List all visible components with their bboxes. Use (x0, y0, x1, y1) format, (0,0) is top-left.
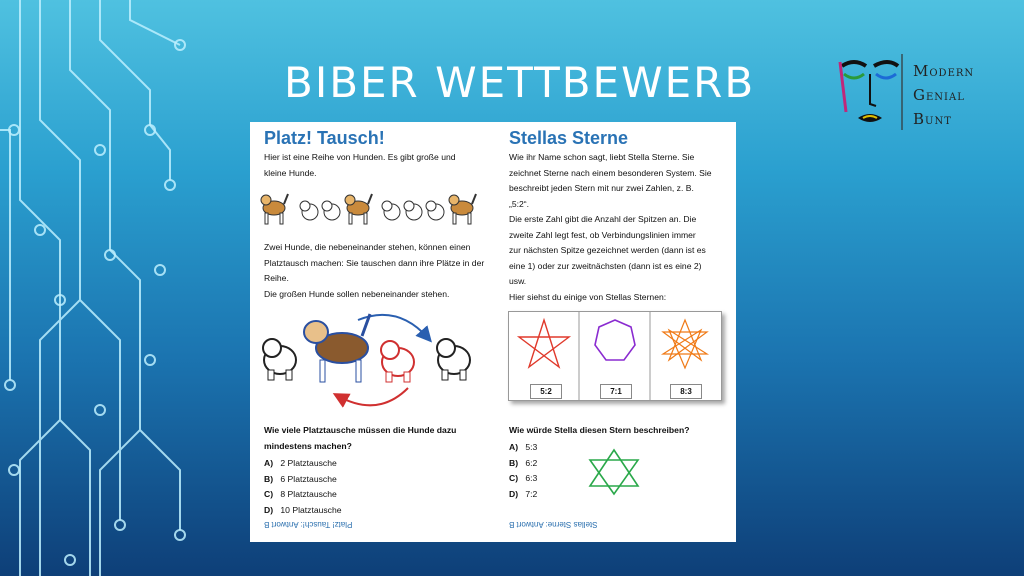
left-answers (264, 456, 342, 518)
right-body: Wie ihr Name schon sagt, liebt Stella Sterne. Sie zeichnet Sterne nach einem besonderen System. Sie beschreibt jeden Stern mit nur zwei Zahlen, z. B. „5:2“. Die erste Zahl gibt die Anzahl der Spitzen an. Die zweite Zahl legt fest, ob Verbindungslinien immer zur nächsten Spitze gezeichnet werden (dann ist es eine 1) oder zur zweitnächsten (dann ist es eine 2) usw. Hier siehst du einige von Stellas Sternen: (509, 152, 712, 302)
logo-line-bunt: BUNT (913, 110, 952, 128)
star-label-3: 8:3 (670, 384, 702, 399)
right-answer-b: B) 6:2 (509, 457, 538, 468)
face-logo-icon (836, 52, 906, 132)
logo-line-modern: MODERN (913, 62, 975, 80)
star-label-1: 5:2 (530, 384, 562, 399)
right-answers (509, 440, 537, 502)
dog-swap-illustration (258, 308, 478, 418)
left-answer-d: D) 10 Platztausche (264, 504, 342, 515)
modern-genial-bunt-logo (836, 52, 986, 132)
star-label-2: 7:1 (600, 384, 632, 399)
small-dog-red (381, 341, 414, 382)
dog-row-image (260, 188, 480, 228)
star-7-1 (595, 320, 635, 360)
right-question: Wie würde Stella diesen Stern beschreiben? (509, 425, 690, 435)
circuit-decoration (0, 0, 240, 576)
star-5-2 (519, 320, 569, 367)
logo-line-genial: GENIAL (913, 86, 965, 104)
left-answer-a: A) 2 Platztausche (264, 458, 337, 468)
star-8-3-b (663, 330, 707, 368)
left-solution: Platz! Tausch!: Antwort B (264, 520, 353, 529)
big-dog-blue (304, 314, 370, 382)
left-body: Zwei Hunde, die nebeneinander stehen, können einen Platztausch machen: Sie tauschen dann ihre Plätze in der Reihe. Die großen Hunde sollen nebeneinander stehen. (264, 242, 485, 299)
left-heading: Platz! Tausch! (264, 128, 385, 148)
small-dog-right (437, 339, 470, 380)
star-6-2-question (584, 448, 644, 496)
right-answer-c: C) 6:3 (509, 473, 538, 484)
left-answer-b: B) 6 Platztausche (264, 473, 337, 484)
contest-page (250, 122, 736, 542)
right-heading: Stellas Sterne (509, 128, 629, 148)
left-question: Wie viele Platztausche müssen die Hunde dazu mindestens machen? (264, 425, 457, 451)
right-answer-a: A) 5:3 (509, 442, 538, 452)
right-answer-d: D) 7:2 (509, 488, 538, 499)
slide-title: BIBER WETTBEWERB (284, 58, 756, 107)
small-dog-left (263, 339, 296, 380)
left-answer-c: C) 8 Platztausche (264, 489, 337, 500)
right-solution: Stellas Sterne: Antwort B (509, 520, 598, 529)
left-intro: Hier ist eine Reihe von Hunden. Es gibt große und kleine Hunde. (264, 152, 456, 178)
